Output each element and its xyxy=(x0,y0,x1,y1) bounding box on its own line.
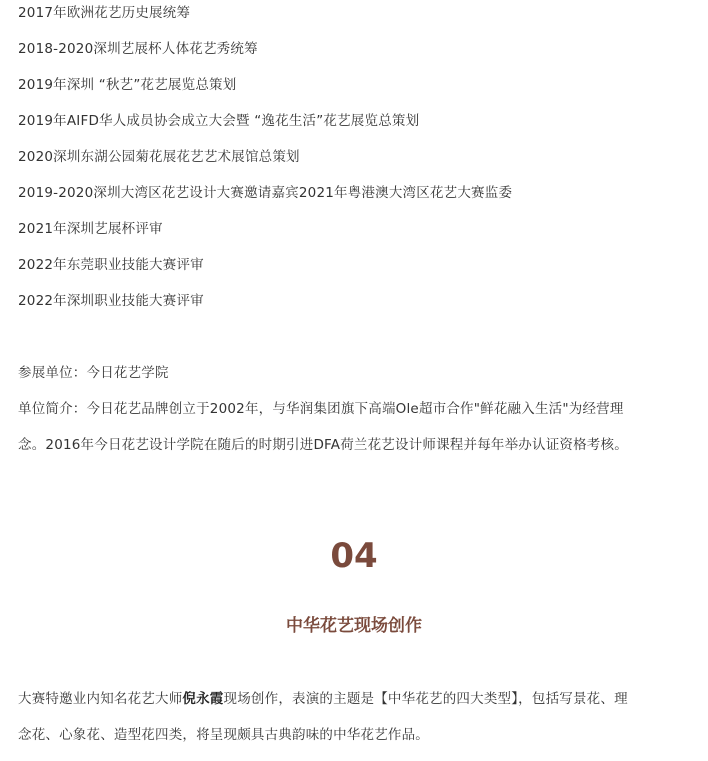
description-line-1 xyxy=(18,689,628,709)
career-item-8: 2022年东莞职业技能大赛评审 xyxy=(18,257,204,273)
description-line-2: 念花、心象花、造型花四类，将呈现颇具古典韵味的中华花艺作品。 xyxy=(18,727,429,743)
career-item-7: 2021年深圳艺展杯评审 xyxy=(18,221,163,237)
career-item-1: 2017年欧洲花艺历史展统筹 xyxy=(18,5,191,21)
career-item-4: 2019年AIFD华人成员协会成立大会暨 “逸花生活”花艺展览总策划 xyxy=(18,113,420,129)
career-item-5: 2020深圳东湖公园菊花展花艺艺术展馆总策划 xyxy=(18,149,300,165)
career-item-2: 2018-2020深圳艺展杯人体花艺秀统筹 xyxy=(18,41,258,57)
career-item-9: 2022年深圳职业技能大赛评审 xyxy=(18,293,204,309)
exhibitor-intro-line-2: 念。2016年今日花艺设计学院在随后的时期引进DFA荷兰花艺设计师课程并每年举办认证资格考核。 xyxy=(18,437,628,453)
section-number: 04 xyxy=(330,536,378,576)
career-item-6: 2019-2020深圳大湾区花艺设计大赛邀请嘉宾2021年粤港澳大湾区花艺大赛监委 xyxy=(18,185,513,201)
exhibitor-unit: 参展单位：今日花艺学院 xyxy=(18,365,169,381)
career-item-3: 2019年深圳 “秋艺”花艺展览总策划 xyxy=(18,77,237,93)
section-title: 中华花艺现场创作 xyxy=(286,616,422,636)
exhibitor-intro-line-1: 单位简介：今日花艺品牌创立于2002年，与华润集团旗下高端Ole超市合作"鲜花融入生活"为经营理 xyxy=(18,401,624,417)
description-text-part-2: 现场创作，表演的主题是【中华花艺的四大类型】，包括写景花、理 xyxy=(223,691,628,707)
master-name: 倪永霞 xyxy=(182,691,224,707)
description-text-part-1: 大赛特邀业内知名花艺大师 xyxy=(18,691,183,707)
